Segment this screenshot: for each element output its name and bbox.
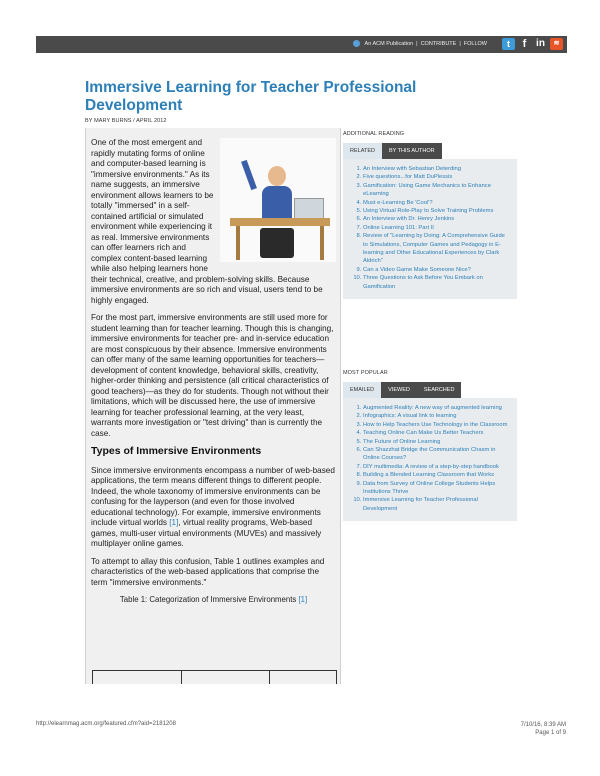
list-item[interactable]: 7. Online Learning 101: Part II <box>363 224 511 232</box>
table-citation-link[interactable]: [1] <box>298 595 308 604</box>
additional-reading-panel <box>343 131 517 299</box>
header-links <box>353 40 487 47</box>
article-paragraph-3 <box>91 466 336 550</box>
list-item[interactable]: 10. Immersive Learning for Teacher Professional Development <box>363 496 511 513</box>
print-datetime: 7/10/16, 8:39 AM <box>520 722 566 728</box>
list-item[interactable]: 8. Review of "Learning by Doing: A Comprehensive Guide to Simulations, Computer Games and Pedagogy in E-learning and Other Educational Experiences by Clark Aldrich" <box>363 232 511 266</box>
paragraph-text: , virtual reality programs, Web-based games, multi-user virtual environments (MUVEs) and massively multiplayer online games. <box>91 518 322 548</box>
citation-link[interactable]: [1] <box>169 518 179 527</box>
acm-logo-icon <box>353 40 360 47</box>
list-item[interactable]: 5. Using Virtual Role-Play to Solve Training Problems <box>363 207 511 215</box>
list-item[interactable]: 8. Building a Blended Learning Classroom that Works <box>363 471 511 479</box>
article-body <box>85 128 341 684</box>
table-caption <box>91 595 336 606</box>
tab-searched[interactable]: SEARCHED <box>417 382 462 398</box>
list-item[interactable]: 6. An Interview with Dr. Henry Jenkins <box>363 215 511 223</box>
page-url: http://elearnmag.acm.org/featured.cfm?aid=2181208 <box>36 721 176 727</box>
separator: | <box>459 40 461 47</box>
table-column-divider <box>181 671 182 684</box>
print-info <box>521 721 566 737</box>
social-links <box>502 38 563 50</box>
table-column-divider <box>269 671 270 684</box>
list-item[interactable]: 4. Must e-Learning Be 'Cool'? <box>363 199 511 207</box>
list-item[interactable]: 9. Data from Survey of Online College Students Helps Institutions Thrive <box>363 480 511 497</box>
laptop-illustration <box>294 198 324 220</box>
list-item[interactable]: 3. How to Help Teachers Use Technology in the Classroom <box>363 421 511 429</box>
additional-reading-label: ADDITIONAL READING <box>343 131 405 137</box>
reading-list <box>343 159 517 299</box>
article-paragraph-2: For the most part, immersive environments are still used more for student learning than for teacher learning. Though this is changing, immersive environments for teacher pre- and in-service education are most conspicuous by their absence. Immersive environments can offer many of the same learning opportunities for teachers—development of content knowledge, behavioral skills, creativity, higher-order thinking and persistence (all critical characteristics of good teachers)—as they do for students. Though not without their limitations, which will be discussed here, the use of immersive learning for teacher professional learning, at the very least, warrants more investigation or "test driving" than is currently the case. <box>91 313 334 438</box>
most-popular-panel <box>343 370 517 521</box>
linkedin-icon[interactable]: in <box>536 38 545 49</box>
site-header-bar <box>36 36 567 53</box>
section-heading: Types of Immersive Environments <box>91 445 262 457</box>
article-title: Immersive Learning for Teacher Professional Development <box>85 79 417 114</box>
twitter-icon[interactable]: t <box>502 38 515 50</box>
table-caption-text: Table 1: Categorization of Immersive Environments <box>119 595 299 604</box>
article-paragraph-4: To attempt to allay this confusion, Table 1 outlines examples and characteristics of the web-based applications that comprise the term "immersive environments." <box>91 556 325 587</box>
list-item[interactable]: 1. Augmented Reality: A new way of augmented learning <box>363 404 511 412</box>
facebook-icon[interactable]: f <box>522 38 527 50</box>
list-item[interactable]: 10. Three Questions to Ask Before You Embark on Gamification <box>363 274 511 291</box>
list-item[interactable]: 2. Infographics: A visual link to learning <box>363 412 511 420</box>
list-item[interactable]: 7. DIY multimedia: A review of a step-by-step handbook <box>363 463 511 471</box>
tab-emailed[interactable]: EMAILED <box>343 382 381 398</box>
list-item[interactable]: 9. Can a Video Game Make Someone Nice? <box>363 266 511 274</box>
contribute-link[interactable]: CONTRIBUTE <box>420 40 457 47</box>
paragraph-text: Since immersive environments encompass a number of web-based applications, the term means different things to different people. Indeed, the whole taxonomy of immersive environments can be confusing for the layperson (and even for those involved educational technology). For example, immersive environments include virtual worlds <box>91 465 335 527</box>
categorization-table <box>92 670 337 684</box>
list-item[interactable]: 6. Can Shazzhat Bridge the Communication Chasm in Online Courses? <box>363 446 511 463</box>
article-photo <box>220 138 336 262</box>
acm-publication-link[interactable]: An ACM Publication <box>364 40 414 47</box>
list-item[interactable]: 2. Five questions...for Matt DuPlessis <box>363 173 511 181</box>
tab-viewed[interactable]: VIEWED <box>381 382 417 398</box>
list-item[interactable]: 4. Teaching Online Can Make Us Better Teachers <box>363 429 511 437</box>
tab-by-this-author[interactable]: BY THIS AUTHOR <box>382 143 442 159</box>
separator: | <box>416 40 418 47</box>
popular-tabs <box>343 382 517 398</box>
list-item[interactable]: 3. Gamification: Using Game Mechanics to Enhance eLearning <box>363 182 511 199</box>
popular-list <box>343 398 517 521</box>
article-paragraph-1: One of the most emergent and rapidly mutating forms of online and computer-based learning is "immersive environments." As its name suggests, an immersive environment allows learners to be totally "immersed" in a self-contained artificial or simulated environment while experiencing it as real. Immersive environments can offer learners rich and complex content-based learning while also helping learners hone their technical, creative, and problem-solving skills. Because immersive environments are so rich and visual, users tend to be highly engaged. <box>91 138 323 305</box>
list-item[interactable]: 1. An Interview with Sebastian Deterding <box>363 165 511 173</box>
follow-label: FOLLOW <box>463 40 487 47</box>
reading-tabs <box>343 143 517 159</box>
most-popular-label: MOST POPULAR <box>343 370 388 376</box>
tab-related[interactable]: RELATED <box>343 143 382 159</box>
rss-icon[interactable]: ≋ <box>550 38 563 50</box>
article-byline: BY MARY BURNS / APRIL 2012 <box>85 118 167 124</box>
list-item[interactable]: 5. The Future of Online Learning <box>363 438 511 446</box>
page-number: Page 1 of 9 <box>535 730 566 736</box>
